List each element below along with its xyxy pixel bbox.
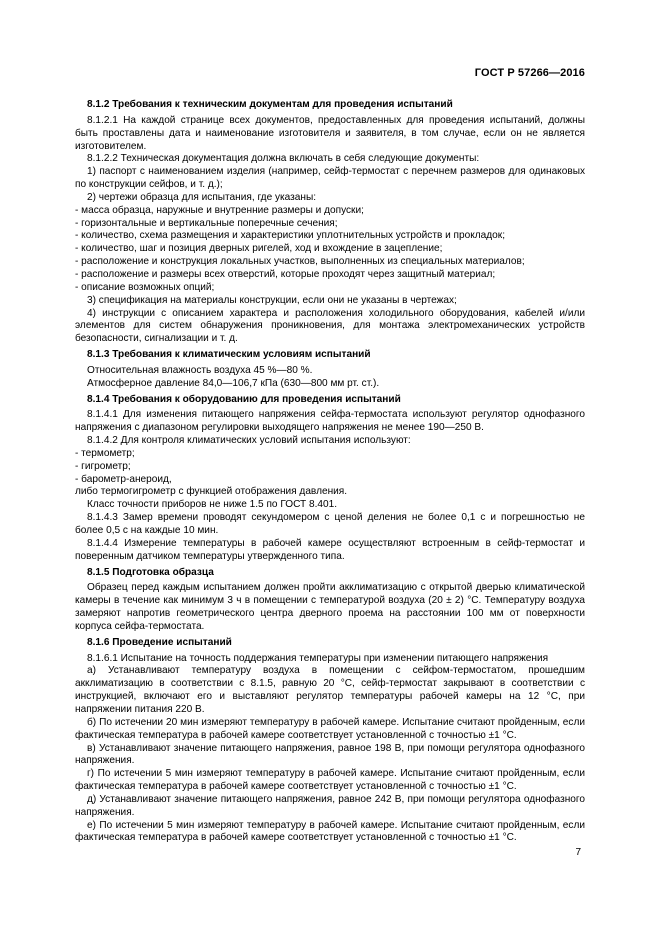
- paragraph: Атмосферное давление 84,0—106,7 кПа (630—800 мм рт. ст.).: [87, 377, 380, 389]
- list-item: б) По истечении 20 мин измеряют температуру в рабочей камере. Испытание считают пройденным, если фактическая температура в рабочей камере соответствует установленной с точностью ±1 °С.: [75, 716, 585, 741]
- dash-list-item: - описание возможных опций;: [75, 281, 215, 293]
- paragraph: Класс точности приборов не ниже 1.5 по ГОСТ 8.401.: [87, 499, 338, 511]
- list-item: 1) паспорт с наименованием изделия (например, сейф-термостат с перечнем размеров для одинаковых по конструкции сейфов, и т. д.);: [75, 166, 585, 191]
- paragraph: Образец перед каждым испытанием должен пройти акклиматизацию с открытой дверью климатической камеры в течение как минимум 3 ч в помещении с температурой воздуха (20 ± 2) °С. Температуру воздуха замеряют напротив геометрического центра дверного проема на расстоянии 100 мм от поверхности корпуса сейфа-термостата.: [75, 582, 585, 632]
- paragraph: 8.1.4.3 Замер времени проводят секундомером с ценой деления не более 0,1 с и погрешностью не более 0,5 с на каждые 10 мин.: [75, 512, 585, 536]
- section-heading-8-1-6: 8.1.6 Проведение испытаний: [87, 636, 232, 648]
- document-body: [75, 96, 585, 845]
- paragraph: 8.1.4.2 Для контроля климатических условий испытания используют:: [87, 435, 411, 447]
- dash-list-item: - термометр;: [75, 447, 135, 459]
- list-item: а) Устанавливают температуру воздуха в помещении с сейфом-термостатом, прошедшим акклиматизацию в соответствии с 8.1.5, равную 20 °С, сейф-термостат закрывают в соответствии с инструкцией, включают его и выставляют регулятор температуры рабочей камеры на 12 °С, при напряжении питания 220 В.: [75, 665, 585, 715]
- section-heading-8-1-5: 8.1.5 Подготовка образца: [87, 566, 214, 578]
- list-item: г) По истечении 5 мин измеряют температуру в рабочей камере. Испытание считают пройденным, если фактическая температура в рабочей камере соответствует установленной с точностью ±1 °С.: [75, 768, 585, 793]
- section-heading-8-1-2: 8.1.2 Требования к техническим документам для проведения испытаний: [87, 99, 453, 110]
- dash-list-item: - гигрометр;: [75, 460, 131, 472]
- paragraph: 8.1.2.2 Техническая документация должна включать в себя следующие документы:: [87, 153, 480, 165]
- dash-list-item: - расположение и размеры всех отверстий, которые проходят через защитный материал;: [75, 268, 496, 280]
- dash-list-item: - масса образца, наружные и внутренние размеры и допуски;: [75, 204, 364, 216]
- list-item: д) Устанавливают значение питающего напряжения, равное 242 В, при помощи регулятора однофазного напряжения.: [75, 793, 585, 818]
- paragraph: 8.1.2.1 На каждой странице всех документов, предоставленных для проведения испытаний, должны быть проставлены дата и наименование изготовителя и заявителя, в том случае, если он не является изготовителем.: [75, 114, 585, 152]
- list-item: в) Устанавливают значение питающего напряжения, равное 198 В, при помощи регулятора однофазного напряжения.: [75, 742, 585, 767]
- paragraph: 8.1.6.1 Испытание на точность поддержания температуры при изменении питающего напряжения: [87, 652, 549, 664]
- paragraph: 8.1.4.1 Для изменения питающего напряжения сейфа-термостата используют регулятор однофазного напряжения с диапазоном регулировки выходящего напряжения не менее 190—250 В.: [75, 409, 585, 434]
- dash-list-item: - количество, шаг и позиция дверных ригелей, ход и вхождение в зацепление;: [75, 243, 443, 255]
- paragraph: Относительная влажность воздуха 45 %—80 %.: [87, 364, 313, 376]
- dash-list-item: - барометр-анероид,: [75, 473, 172, 485]
- dash-list-item: - количество, схема размещения и характеристики уплотнительных устройств и прокладок;: [75, 230, 506, 242]
- list-item: 4) инструкции с описанием характера и расположения холодильного оборудования, кабелей и/или элементов для систем обнаружения проникновения, для монтажа электромеханических устройств безопасности, сигнализации и т. д.: [75, 307, 585, 345]
- document-header-id: ГОСТ Р 57266—2016: [474, 67, 585, 79]
- paragraph: 8.1.4.4 Измерение температуры в рабочей камере осуществляют встроенным в сейф-термостат и поверенным датчиком температуры утвержденного типа.: [75, 537, 585, 562]
- list-item: 2) чертежи образца для испытания, где указаны:: [87, 191, 317, 203]
- list-item: 3) спецификация на материалы конструкции, если они не указаны в чертежах;: [87, 294, 457, 306]
- page-number: 7: [575, 847, 581, 858]
- section-heading-8-1-3: 8.1.3 Требования к климатическим условиям испытаний: [87, 349, 371, 361]
- dash-list-item: - расположение и конструкция локальных участков, выполненных из специальных материалов;: [75, 256, 525, 268]
- paragraph: либо термогигрометр с функцией отображения давления.: [75, 486, 348, 498]
- list-item: е) По истечении 5 мин измеряют температуру в рабочей камере. Испытание считают пройденным, если фактическая температура в рабочей камере соответствует установленной с точностью ±1 °С.: [75, 819, 585, 844]
- section-heading-8-1-4: 8.1.4 Требования к оборудованию для проведения испытаний: [87, 393, 401, 405]
- dash-list-item: - горизонтальные и вертикальные поперечные сечения;: [75, 217, 338, 229]
